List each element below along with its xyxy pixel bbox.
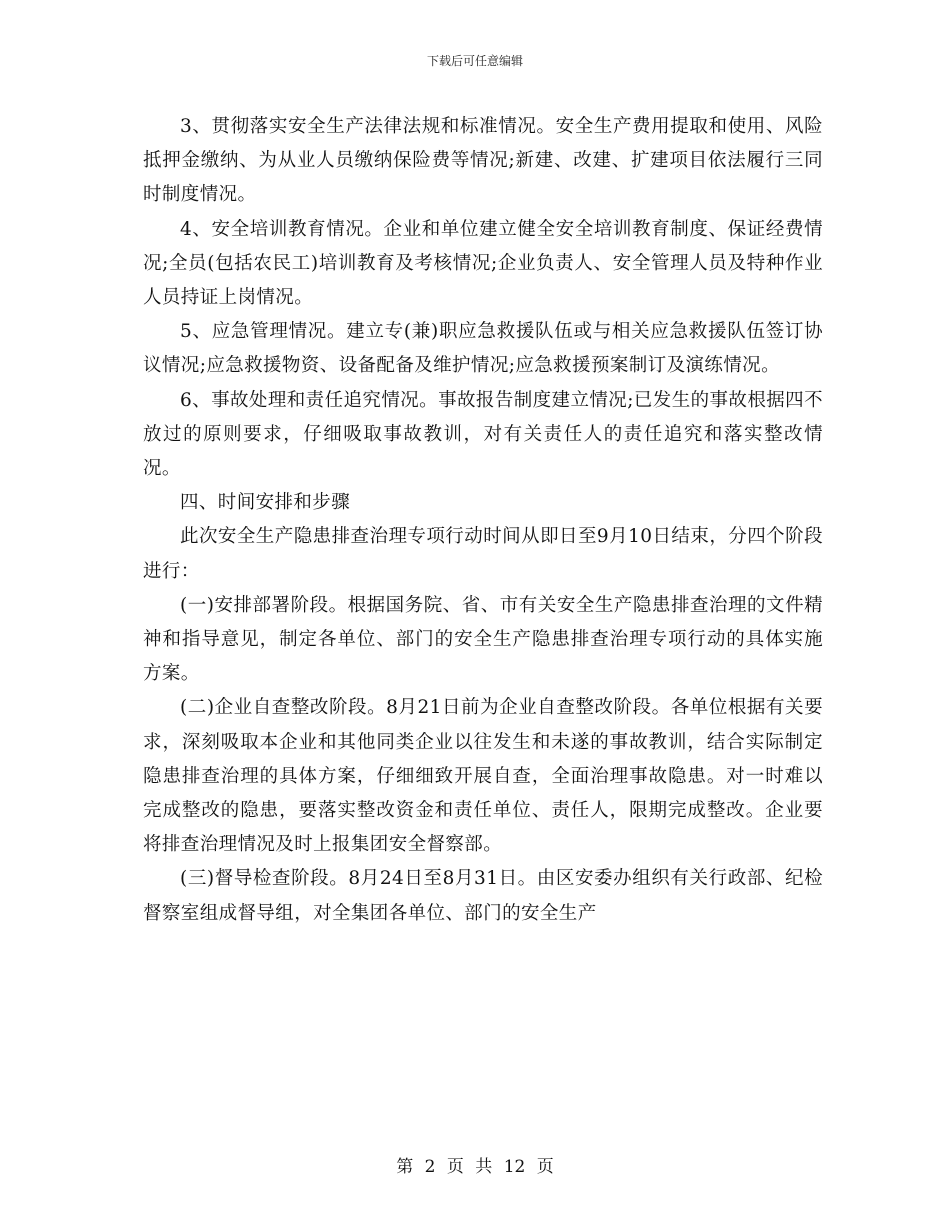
paragraph-phase-one: (一)安排部署阶段。根据国务院、省、市有关安全生产隐患排查治理的文件精神和指导意见，制定各单位、部门的安全生产隐患排查治理专项行动的具体实施方案。 bbox=[143, 594, 823, 685]
paragraph-phase-three: (三)督导检查阶段。8月24日至8月31日。由区安委办组织有关行政部、纪检督察室组成督导组，对全集团各单位、部门的安全生产 bbox=[143, 868, 823, 924]
paragraph-phase-two: (二)企业自查整改阶段。8月21日前为企业自查整改阶段。各单位根据有关要求，深刻吸取本企业和其他同类企业以往发生和未遂的事故教训，结合实际制定隐患排查治理的具体方案，仔细细致开展自查，全面治理事故隐患。对一时难以完成整改的隐患，要落实整改资金和责任单位、责任人，限期完成整改。企业要将排查治理情况及时上报集团安全督察部。 bbox=[143, 697, 823, 856]
page-number-footer: 第 2 页 共 12 页 bbox=[396, 1157, 554, 1177]
paragraph-safety-training: 4、安全培训教育情况。企业和单位建立健全安全培训教育制度、保证经费情况;全员(包括农民工)培训教育及考核情况;企业负责人、安全管理人员及特种作业人员持证上岗情况。 bbox=[143, 218, 823, 309]
page-header: 下载后可任意编辑 bbox=[426, 54, 523, 68]
paragraph-emergency-management: 5、应急管理情况。建立专(兼)职应急救援队伍或与相关应急救援队伍签订协议情况;应急救援物资、设备配备及维护情况;应急救援预案制订及演练情况。 bbox=[143, 321, 823, 377]
paragraph-safety-laws: 3、贯彻落实安全生产法律法规和标准情况。安全生产费用提取和使用、风险抵押金缴纳、为从业人员缴纳保险费等情况;新建、改建、扩建项目依法履行三同时制度情况。 bbox=[143, 116, 823, 206]
paragraph-schedule-intro: 此次安全生产隐患排查治理专项行动时间从即日至9月10日结束，分四个阶段进行： bbox=[143, 526, 823, 582]
document-body bbox=[143, 110, 823, 931]
paragraph-accident-handling: 6、事故处理和责任追究情况。事故报告制度建立情况;已发生的事故根据四不放过的原则要求，仔细吸取事故教训，对有关责任人的责任追究和落实整改情况。 bbox=[143, 389, 823, 480]
section-heading-schedule: 四、时间安排和步骤 bbox=[180, 492, 351, 514]
